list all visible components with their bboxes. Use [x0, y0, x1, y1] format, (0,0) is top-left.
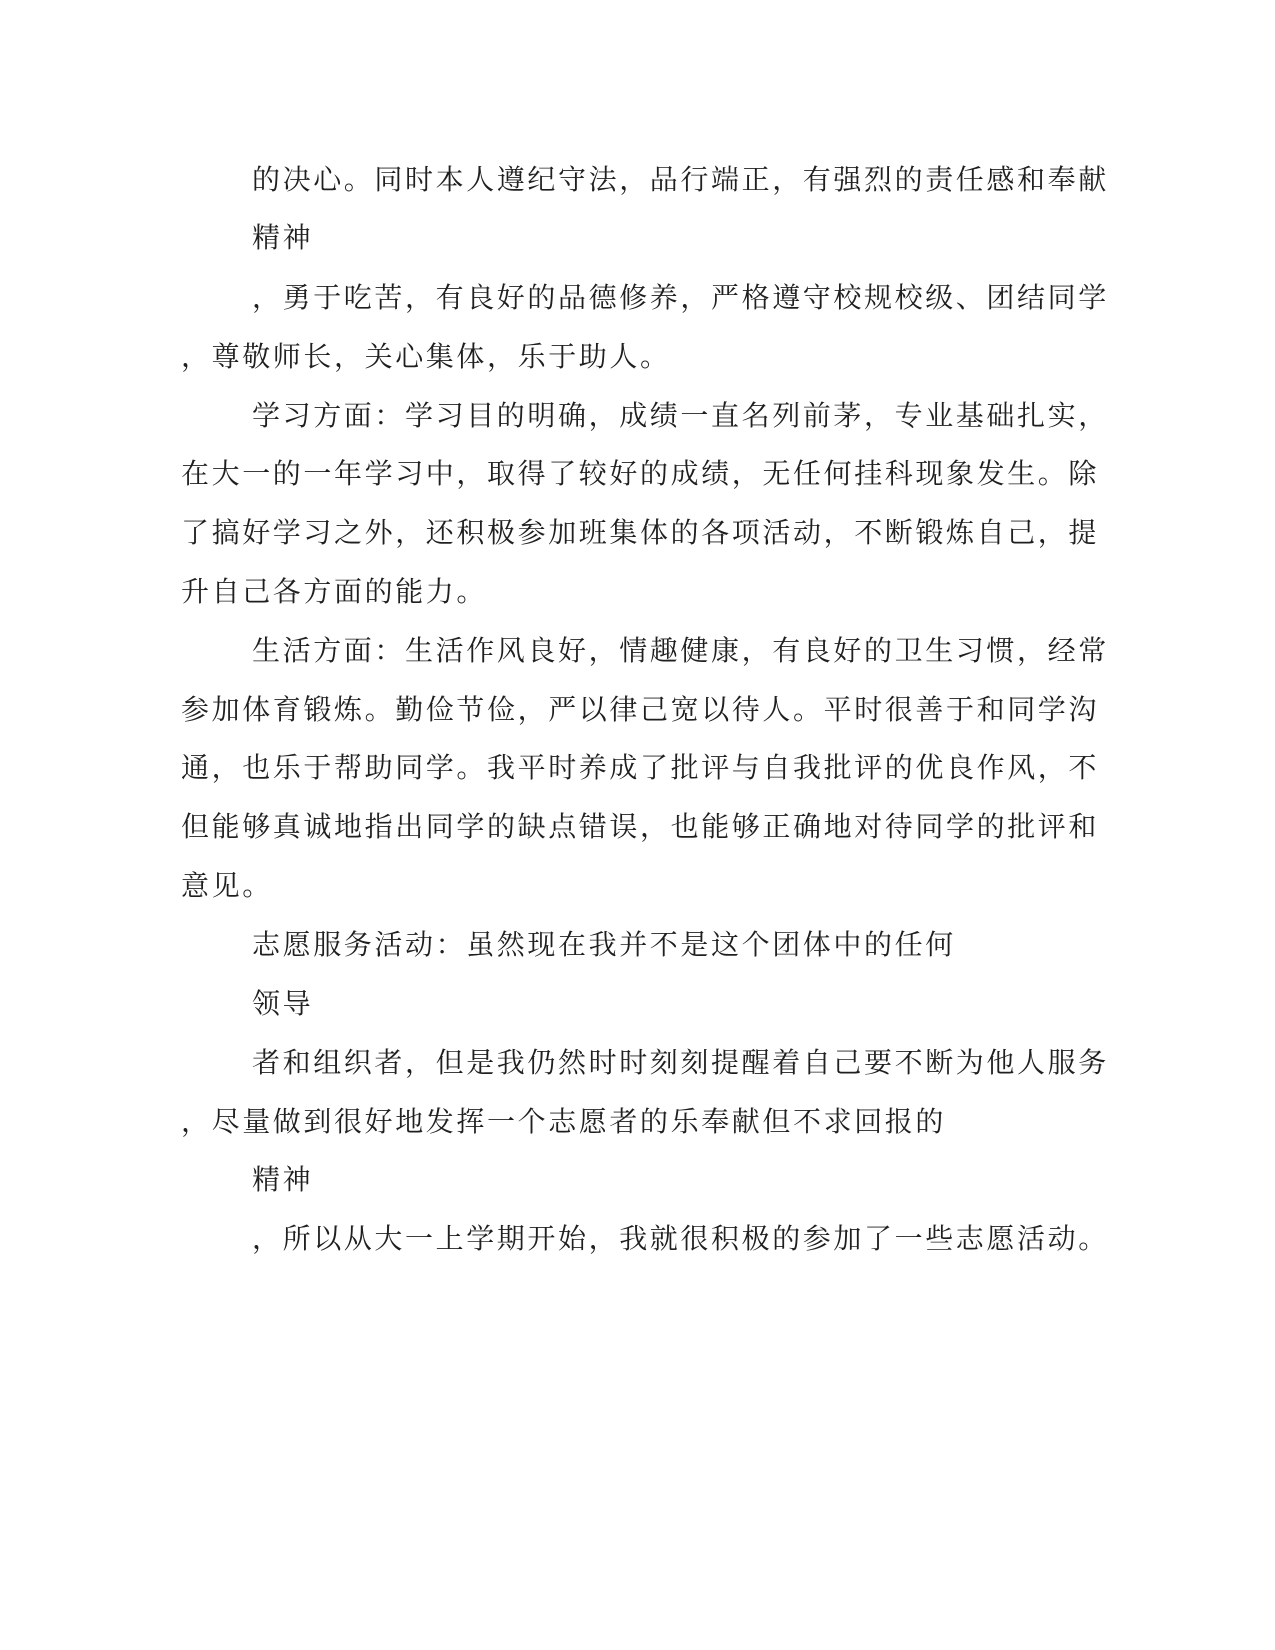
text-line: 生活方面：生活作风良好，情趣健康，有良好的卫生习惯，经常: [252, 634, 1109, 667]
text-line: 意见。: [181, 869, 273, 902]
text-line: 领导: [252, 987, 314, 1020]
text-line: 了搞好学习之外，还积极参加班集体的各项活动，不断锻炼自己，提: [181, 516, 1100, 549]
text-line: 精神: [252, 1163, 314, 1196]
text-line: 的决心。同时本人遵纪守法，品行端正，有强烈的责任感和奉献: [252, 163, 1109, 196]
text-line: 参加体育锻炼。勤俭节俭，严以律己宽以待人。平时很善于和同学沟: [181, 693, 1100, 726]
text-line: ，所以从大一上学期开始，我就很积极的参加了一些志愿活动。: [252, 1222, 1109, 1255]
text-line: ，勇于吃苦，有良好的品德修养，严格遵守校规校级、团结同学: [252, 281, 1109, 314]
text-line: 在大一的一年学习中，取得了较好的成绩，无任何挂科现象发生。除: [181, 457, 1100, 490]
text-line: 升自己各方面的能力。: [181, 575, 488, 608]
text-line: ，尊敬师长，关心集体，乐于助人。: [181, 340, 671, 373]
text-line: 学习方面：学习目的明确，成绩一直名列前茅，专业基础扎实，: [252, 399, 1109, 432]
text-line: 者和组织者，但是我仍然时时刻刻提醒着自己要不断为他人服务: [252, 1046, 1109, 1079]
text-line: 但能够真诚地指出同学的缺点错误，也能够正确地对待同学的批评和: [181, 810, 1100, 843]
text-line: 精神: [252, 221, 314, 254]
text-line: 通，也乐于帮助同学。我平时养成了批评与自我批评的优良作风，不: [181, 751, 1100, 784]
text-line: ，尽量做到很好地发挥一个志愿者的乐奉献但不求回报的: [181, 1105, 947, 1138]
text-line: 志愿服务活动：虽然现在我并不是这个团体中的任何: [252, 928, 956, 961]
